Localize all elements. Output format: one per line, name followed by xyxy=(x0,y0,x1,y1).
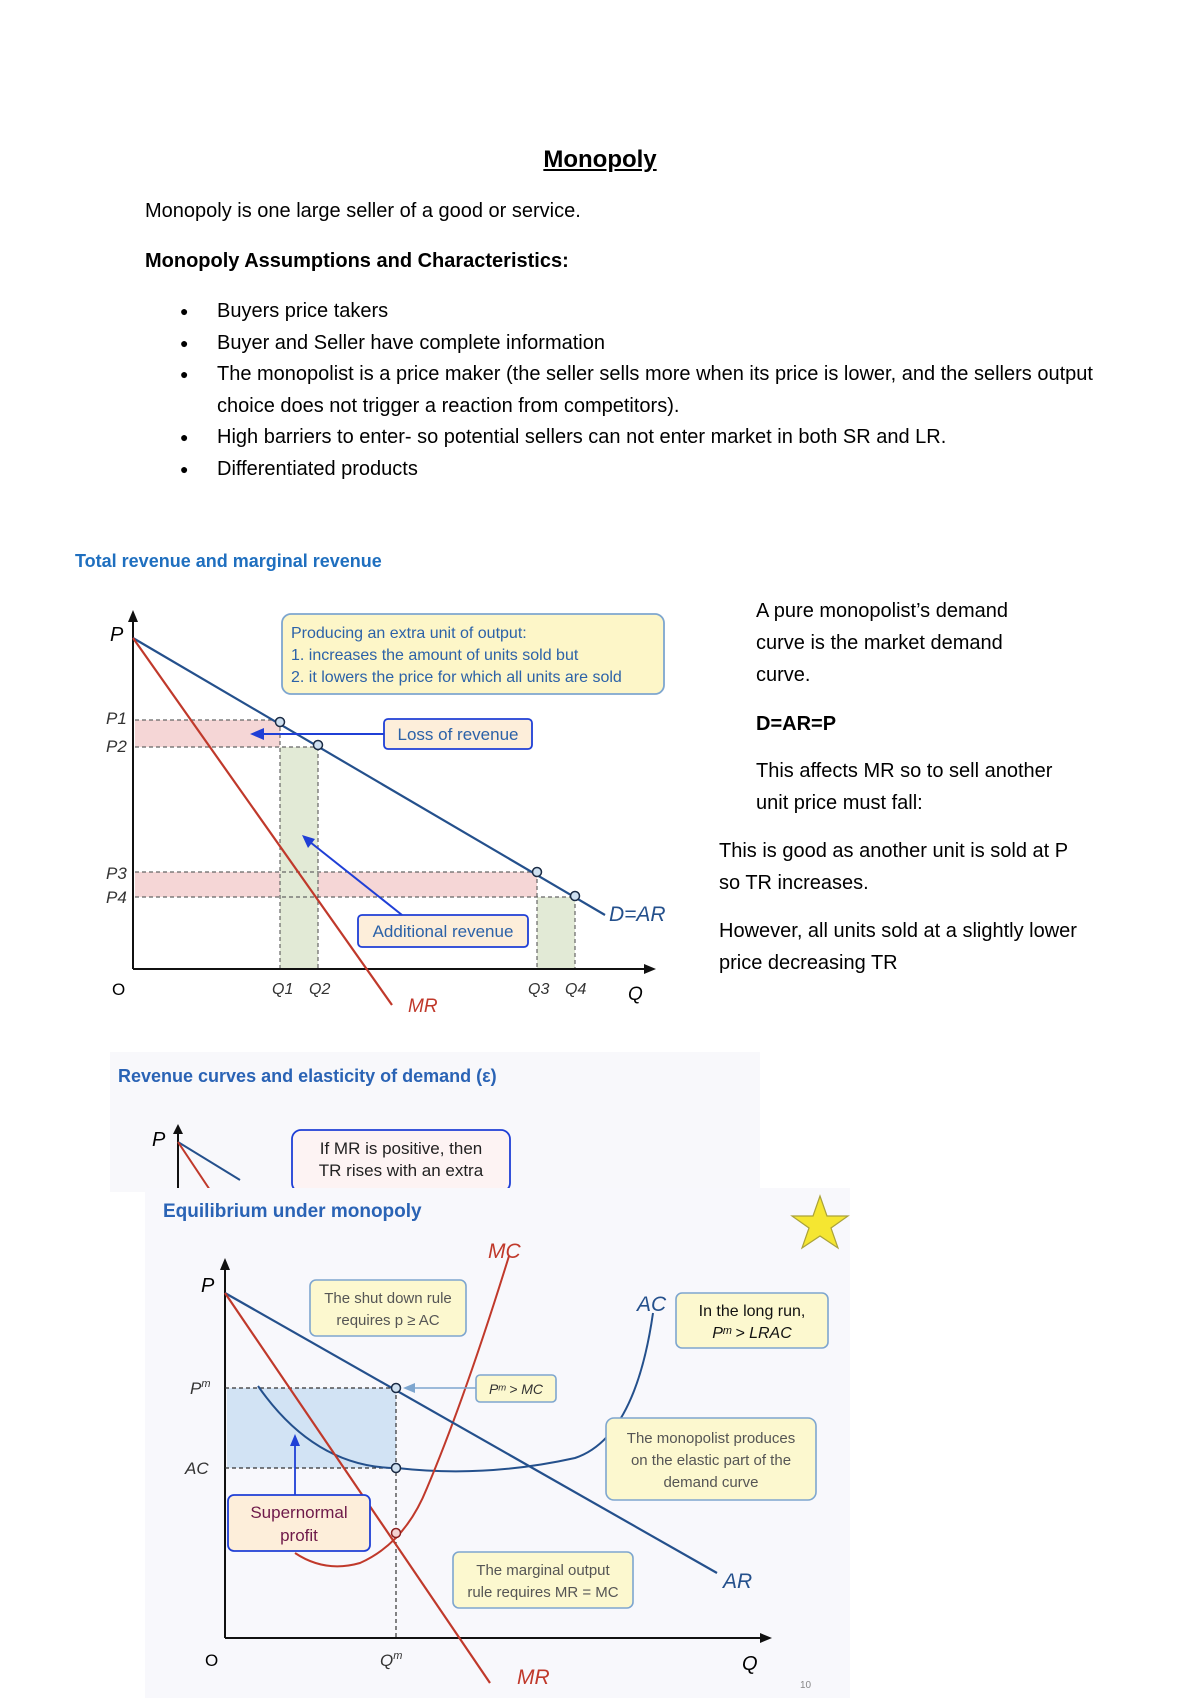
mr-curve-3 xyxy=(225,1293,490,1683)
figure3-origin-label: O xyxy=(205,1651,219,1670)
qm-axis-label: $Q^m$ xyxy=(380,1650,403,1670)
p4-label: P4 xyxy=(106,888,127,907)
side-note-tr-decrease: However, all units sold at a slightly lower price decreasing TR xyxy=(719,920,1077,974)
figure2-box-line-2: TR rises with an extra xyxy=(318,1161,484,1180)
mr-label: MR xyxy=(408,996,438,1017)
side-note-demand: A pure monopolist’s demand curve is the market demand curve. xyxy=(756,600,1009,686)
figure2-mr xyxy=(178,1142,210,1190)
star-icon xyxy=(792,1196,848,1248)
p1-label: P1 xyxy=(106,709,127,728)
figure3-x-label: Q xyxy=(742,1653,758,1675)
long-run-line-1: In the long run, xyxy=(698,1303,806,1320)
q2-label: Q2 xyxy=(309,981,331,998)
additional-revenue-label: Additional revenue xyxy=(372,922,514,941)
p3-label: P3 xyxy=(106,864,127,883)
elastic-line-2: on the elastic part of the xyxy=(630,1452,792,1469)
ac-axis-label: AC xyxy=(185,1459,209,1478)
long-run-line-2: Pᵐ > LRAC xyxy=(712,1325,792,1342)
figure2-y-arrow xyxy=(173,1124,183,1134)
figure1-y-axis-label: P xyxy=(110,624,124,646)
list-item: ● High barriers to enter- so potential sellers can not enter market in both SR and LR. xyxy=(217,422,1147,454)
figure3-title: Equilibrium under monopoly xyxy=(163,1201,422,1222)
figure1-x-axis-label: Q xyxy=(628,984,643,1005)
supernormal-profit-area xyxy=(227,1388,396,1468)
figure3-x-arrow xyxy=(760,1633,772,1643)
figure1-origin-label: O xyxy=(112,980,126,999)
figure3-y-label: P xyxy=(201,1275,215,1297)
x-axis-arrow xyxy=(644,964,656,974)
figure2-title: Revenue curves and elasticity of demand (ε) xyxy=(118,1066,497,1086)
mr-mc-point xyxy=(392,1529,401,1538)
figure1-title: Total revenue and marginal revenue xyxy=(75,551,382,571)
q4-label: Q4 xyxy=(565,981,587,998)
figure2-box-line-1: If MR is positive, then xyxy=(319,1139,483,1158)
supernormal-line-1: Supernormal xyxy=(250,1503,348,1522)
pm-mc-arrow-head xyxy=(403,1383,415,1393)
additional-area-q3-q4 xyxy=(537,897,575,969)
supernormal-line-2: profit xyxy=(280,1526,318,1545)
ar-label: AR xyxy=(723,1570,753,1593)
figure2-demand xyxy=(178,1142,240,1180)
additional-area-q1-q2 xyxy=(280,747,318,969)
marginal-line-2: rule requires MR = MC xyxy=(467,1584,619,1601)
mr-label-3: MR xyxy=(517,1666,550,1689)
ac-label: AC xyxy=(637,1293,667,1316)
page-title: Monopoly xyxy=(543,146,657,173)
side-note-mr: This affects MR so to sell another unit price must fall: xyxy=(756,760,1053,814)
intro-paragraph: Monopoly is one large seller of a good or service. xyxy=(145,200,581,222)
list-item: ● Buyers price takers xyxy=(217,296,1147,328)
list-item: ● Differentiated products xyxy=(217,454,1147,486)
side-note-equation: D=AR=P xyxy=(756,713,837,735)
p2-label: P2 xyxy=(106,737,127,756)
producing-line-1: Producing an extra unit of output: xyxy=(291,625,527,642)
pm-mc-label: Pᵐ > MC xyxy=(488,1381,544,1397)
elastic-line-1: The monopolist produces xyxy=(626,1430,796,1447)
q1-label: Q1 xyxy=(272,981,294,998)
side-note-tr-increase: This is good as another unit is sold at P so TR increases. xyxy=(719,840,1068,894)
shutdown-line-2: requires p ≥ AC xyxy=(336,1312,440,1329)
figure3-diagram xyxy=(145,1188,850,1698)
figure1-diagram xyxy=(0,0,700,1040)
elastic-line-3: demand curve xyxy=(663,1474,759,1491)
producing-line-3: 2. it lowers the price for which all units are sold xyxy=(291,669,622,686)
figure3-y-arrow xyxy=(220,1258,230,1270)
q3-label: Q3 xyxy=(528,981,550,998)
marginal-line-1: The marginal output xyxy=(476,1562,610,1579)
loss-area-p3-p4 xyxy=(135,872,537,897)
mc-label: MC xyxy=(488,1240,521,1263)
pm-axis-label: $P^m$ xyxy=(190,1378,211,1398)
y-axis-arrow xyxy=(128,610,138,622)
list-item: ● Buyer and Seller have complete information xyxy=(217,328,1147,360)
shutdown-line-1: The shut down rule xyxy=(324,1290,452,1307)
demand-label: D=AR xyxy=(609,903,666,926)
list-item: ● The monopolist is a price maker (the seller sells more when its price is lower, and the sellers output choice does not trigger a reaction from competitors). xyxy=(217,359,1147,422)
figure2-y-label: P xyxy=(152,1129,166,1151)
assumptions-heading: Monopoly Assumptions and Characteristics: xyxy=(145,250,569,272)
loss-of-revenue-label: Loss of revenue xyxy=(397,725,519,744)
page-number: 10 xyxy=(800,1680,812,1691)
figure2-diagram xyxy=(140,1120,540,1190)
producing-line-2: 1. increases the amount of units sold but xyxy=(291,647,579,664)
